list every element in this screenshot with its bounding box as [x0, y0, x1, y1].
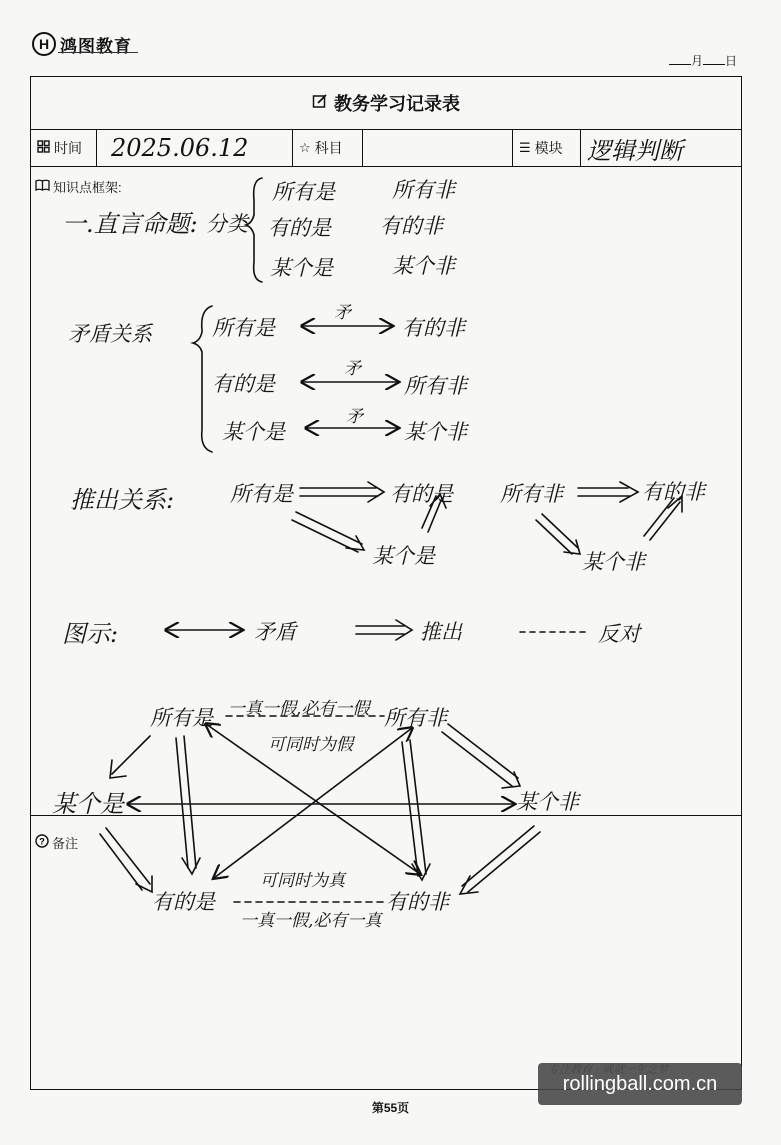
square-right-vertical	[402, 740, 426, 876]
square-bottom-right: 有的非	[386, 890, 449, 914]
contra-3-left: 某个是	[222, 420, 285, 444]
item-all-not: 所有非	[392, 178, 455, 202]
item-all-are: 所有是	[272, 180, 335, 204]
square-tl-to-ml	[112, 736, 150, 774]
legend-opposition-label: 反对	[598, 622, 640, 646]
module-value: 逻辑判断	[587, 136, 683, 165]
logo-text: 鸿图教育	[60, 36, 132, 56]
square-tr-to-mr	[442, 724, 518, 786]
svg-text:?: ?	[39, 836, 45, 847]
item-some-not: 有的非	[380, 214, 443, 238]
square-left-vertical	[176, 736, 196, 868]
square-bottom-note1: 可同时为真	[260, 871, 345, 891]
infer-b-2	[536, 514, 578, 554]
square-mid-right: 某个非	[516, 790, 579, 814]
time-value: 2025.06.12	[111, 134, 249, 162]
square-mid-left: 某个是	[52, 790, 124, 818]
classify-brace	[246, 178, 262, 282]
square-bottom-left: 有的是	[152, 890, 215, 914]
square-top-note1: 一真一假,必有一假	[228, 699, 370, 719]
remark-label: ? 备注	[35, 833, 78, 852]
watermark: rollingball.com.cn	[538, 1063, 742, 1105]
item-one-not: 某个非	[392, 254, 455, 278]
infer-b-1	[578, 488, 630, 496]
list-icon: ☰	[519, 140, 531, 155]
page-number: 第55页	[371, 1101, 410, 1115]
square-top-note2: 可同时为假	[268, 735, 353, 755]
square-top-right: 所有非	[384, 706, 447, 730]
infer-a-to2: 某个是	[372, 544, 435, 568]
form-title: 教务学习记录表	[334, 94, 460, 114]
classify-label: 分类	[206, 212, 248, 236]
square-ml-to-bl	[100, 828, 150, 890]
infer-a-to1: 有的是	[390, 482, 453, 506]
logo-mark: H	[32, 32, 56, 56]
day-label: 日	[724, 54, 737, 68]
infer-a-from: 所有是	[230, 482, 293, 506]
inference-heading: 推出关系:	[70, 486, 175, 514]
contra-1-right: 有的非	[402, 316, 465, 340]
infer-a-2	[292, 512, 362, 552]
subject-label: 科目	[314, 140, 343, 156]
contra-1-left: 所有是	[212, 316, 275, 340]
square-mr-to-br	[462, 826, 540, 892]
square-top-left: 所有是	[150, 706, 213, 730]
infer-b-to2: 某个非	[582, 550, 645, 574]
item-one-is: 某个是	[270, 256, 333, 280]
infer-a-1	[300, 488, 378, 496]
direct-proposition-heading: 一.直言命题:	[62, 210, 198, 238]
infer-b-from: 所有非	[500, 482, 563, 506]
contra-3-right: 某个非	[404, 420, 467, 444]
time-label: 时间	[54, 140, 82, 156]
month-label: 月	[690, 54, 703, 68]
contra-2-mark: 矛	[344, 359, 361, 379]
item-some-are: 有的是	[268, 216, 331, 240]
framework-label: 知识点框架:	[35, 177, 122, 196]
legend-inference	[356, 626, 404, 634]
legend-inference-label: 推出	[420, 620, 462, 644]
contradiction-brace	[193, 306, 212, 452]
contra-2-right: 所有非	[404, 374, 467, 398]
square-bottom-note2: 一真一假,必有一真	[240, 911, 382, 931]
contradiction-heading: 矛盾关系	[68, 322, 152, 346]
contra-1-mark: 矛	[334, 303, 351, 323]
legend-heading: 图示:	[62, 620, 119, 648]
star-icon: ☆	[299, 140, 311, 155]
module-label: 模块	[534, 140, 563, 156]
contra-3-mark: 矛	[346, 407, 363, 427]
legend-contradiction-label: 矛盾	[254, 620, 296, 644]
infer-b-to1: 有的非	[642, 480, 705, 504]
contra-2-left: 有的是	[212, 372, 275, 396]
